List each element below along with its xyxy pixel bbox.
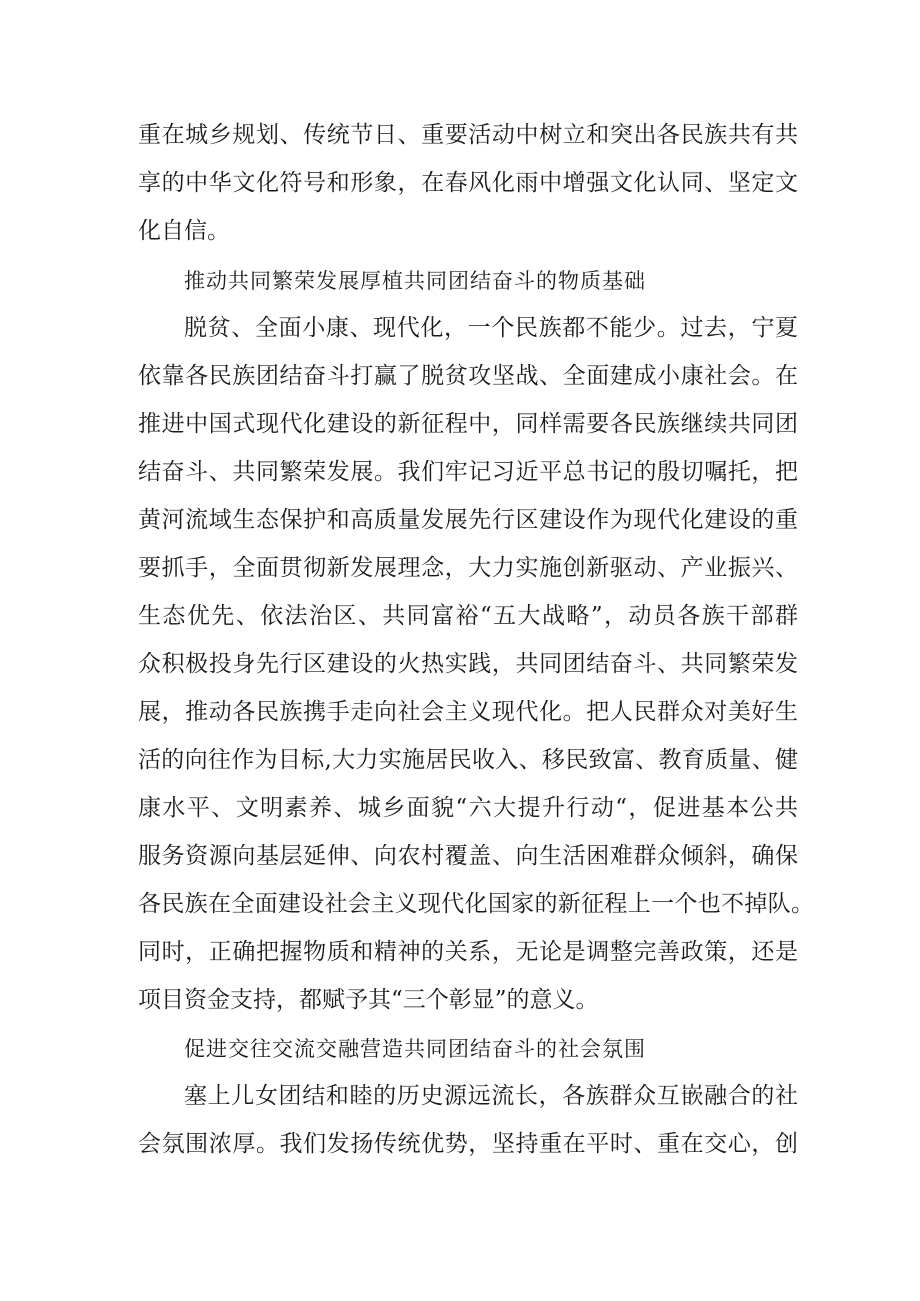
- text-line: 会氛围浓厚。我们发扬传统优势，坚持重在平时、重在交心，创: [138, 1131, 798, 1157]
- text-line: 结奋斗、共同繁荣发展。我们牢记习近平总书记的殷切嘱托，把: [138, 459, 798, 485]
- text-line: 重在城乡规划、传统节日、重要活动中树立和突出各民族共有共: [138, 122, 798, 148]
- text-line: 生态优先、依法治区、共同富裕“五大战略”，动员各族干部群: [138, 603, 798, 629]
- text-line: 要抓手，全面贯彻新发展理念，大力实施创新驱动、产业振兴、: [138, 555, 798, 581]
- text-line: 展，推动各民族携手走向社会主义现代化。把人民群众对美好生: [138, 699, 798, 725]
- text-line: 脱贫、全面小康、现代化，一个民族都不能少。过去，宁夏: [184, 315, 798, 341]
- text-line: 黄河流域生态保护和高质量发展先行区建设作为现代化建设的重: [138, 507, 798, 533]
- section-heading: 推动共同繁荣发展厚植共同团结奋斗的物质基础: [184, 269, 646, 293]
- text-line: 康水平、文明素养、城乡面貌“六大提升行动“，促进基本公共: [138, 795, 798, 821]
- text-line: 服务资源向基层延伸、向农村覆盖、向生活困难群众倾斜，确保: [138, 843, 798, 869]
- text-line: 推进中国式现代化建设的新征程中，同样需要各民族继续共同团: [138, 411, 798, 437]
- text-line: 塞上儿女团结和睦的历史源远流长，各族群众互嵌融合的社: [184, 1083, 798, 1109]
- text-line: 众积极投身先行区建设的火热实践，共同团结奋斗、共同繁荣发: [138, 651, 798, 677]
- text-line: 同时，正确把握物质和精神的关系，无论是调整完善政策，还是: [138, 939, 798, 965]
- text-line: 各民族在全面建设社会主义现代化国家的新征程上一个也不掉队。: [138, 891, 814, 917]
- text-line: 活的向往作为目标,大力实施居民收入、移民致富、教育质量、健: [138, 747, 798, 773]
- text-line: 化自信。: [138, 218, 230, 244]
- section-heading: 促进交往交流交融营造共同团结奋斗的社会氛围: [184, 1037, 646, 1061]
- text-line: 项目资金支持，都赋予其“三个彰显”的意义。: [138, 987, 599, 1013]
- text-line: 享的中华文化符号和形象，在春风化雨中增强文化认同、坚定文: [138, 170, 798, 196]
- text-line: 依靠各民族团结奋斗打赢了脱贫攻坚战、全面建成小康社会。在: [138, 363, 798, 389]
